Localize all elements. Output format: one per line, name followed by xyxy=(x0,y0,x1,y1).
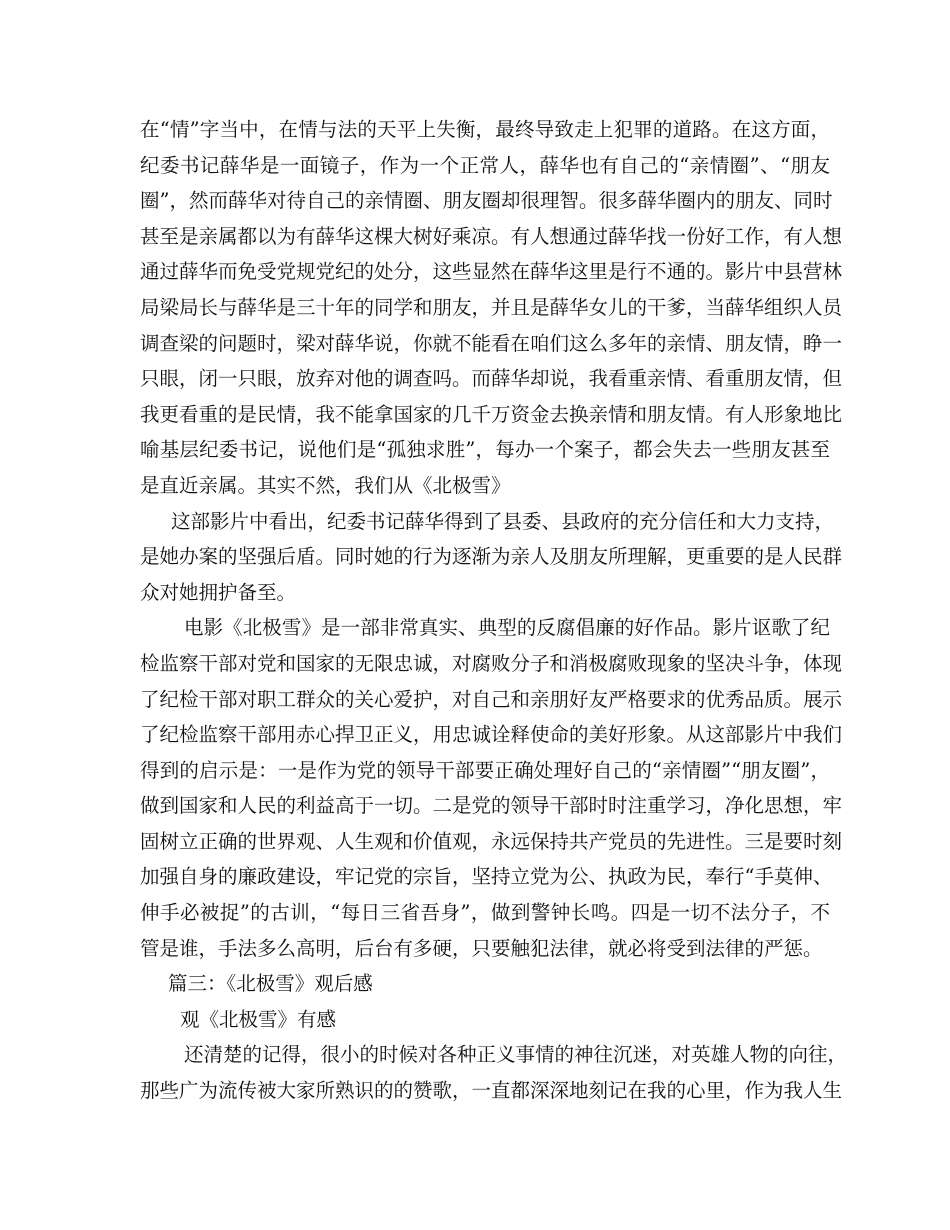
text-line: 是直近亲属。其实不然，我们从《北极雪》 xyxy=(140,473,511,497)
text-line: 甚至是亲属都以为有薛华这棵大树好乘凉。有人想通过薛华找一份好工作，有人想 xyxy=(140,224,843,248)
text-line: 固树立正确的世界观、人生观和价值观，永远保持共产党员的先进性。三是要时刻 xyxy=(140,829,843,853)
text-line: 了纪检监察干部用赤心捍卫正义，用忠诚诠释使命的美好形象。从这部影片中我们 xyxy=(140,723,843,747)
text-line: 管是谁，手法多么高明，后台有多硬，只要触犯法律，就必将受到法律的严惩。 xyxy=(140,936,823,960)
text-line: 圈”，然而薛华对待自己的亲情圈、朋友圈却很理智。很多薛华圈内的朋友、同时 xyxy=(140,189,833,213)
text-line: 是她办案的坚强后盾。同时她的行为逐渐为亲人及朋友所理解，更重要的是人民群 xyxy=(140,545,843,569)
text-line: 加强自身的廉政建设，牢记党的宗旨，坚持立党为公、执政为民，奉行“手莫伸、 xyxy=(140,865,833,889)
text-line: 调查梁的问题时，梁对薛华说，你就不能看在咱们这么多年的亲情、朋友情，睁一 xyxy=(140,331,843,355)
text-line: 局梁局长与薛华是三十年的同学和朋友，并且是薛华女儿的干爹，当薛华组织人员 xyxy=(140,295,843,319)
text-line: 了纪检干部对职工群众的关心爱护，对自己和亲朋好友严格要求的优秀品质。展示 xyxy=(140,687,843,711)
text-line: 那些广为流传被大家所熟识的的赞歌，一直都深深地刻记在我的心里，作为我人生 xyxy=(140,1079,843,1103)
text-line: 还清楚的记得，很小的时候对各种正义事情的神往沉迷，对英雄人物的向往， xyxy=(184,1043,848,1067)
text-line: 只眼，闭一只眼，放弃对他的调查吗。而薛华却说，我看重亲情、看重朋友情，但 xyxy=(140,367,843,391)
text-line: 做到国家和人民的利益高于一切。二是党的领导干部时时注重学习，净化思想，牢 xyxy=(140,794,843,818)
paragraph-memory xyxy=(140,1037,848,1108)
section-heading xyxy=(140,966,830,1002)
document-body xyxy=(140,112,848,1109)
essay-title-text: 观《北极雪》有感 xyxy=(180,1007,337,1031)
paragraph-continuation xyxy=(140,112,843,504)
paragraph-support xyxy=(140,504,843,611)
text-line: 电影《北极雪》是一部非常真实、典型的反腐倡廉的好作品。影片讴歌了纪 xyxy=(184,616,830,640)
text-line: 检监察干部对党和国家的无限忠诚，对腐败分子和消极腐败现象的坚决斗争，体现 xyxy=(140,651,843,675)
text-line: 我更看重的是民情，我不能拿国家的几千万资金去换亲情和朋友情。有人形象地比 xyxy=(140,402,843,426)
text-line: 得到的启示是：一是作为党的领导干部要正确处理好自己的“亲情圈”“朋友圈”， xyxy=(140,758,830,782)
text-line: 伸手必被捉”的古训，“每日三省吾身”，做到警钟长鸣。四是一切不法分子，不 xyxy=(140,901,830,925)
text-line: 喻基层纪委书记，说他们是“孤独求胜”，每办一个案子，都会失去一些朋友甚至 xyxy=(140,438,830,462)
text-line: 通过薛华而免受党规党纪的处分，这些显然在薛华这里是行不通的。影片中县营林 xyxy=(140,260,843,284)
text-line: 纪委书记薛华是一面镜子，作为一个正常人，薛华也有自己的“亲情圈”、“朋友 xyxy=(140,153,830,177)
essay-title xyxy=(140,1002,830,1038)
paragraph-inspiration xyxy=(140,610,843,966)
text-line: 在“情”字当中，在情与法的天平上失衡，最终导致走上犯罪的道路。在这方面， xyxy=(140,118,830,141)
text-line: 众对她拥护备至。 xyxy=(140,580,297,604)
section-heading-text: 篇三：《北极雪》观后感 xyxy=(168,972,373,996)
text-line: 这部影片中看出，纪委书记薛华得到了县委、县政府的充分信任和大力支持， xyxy=(171,509,835,533)
